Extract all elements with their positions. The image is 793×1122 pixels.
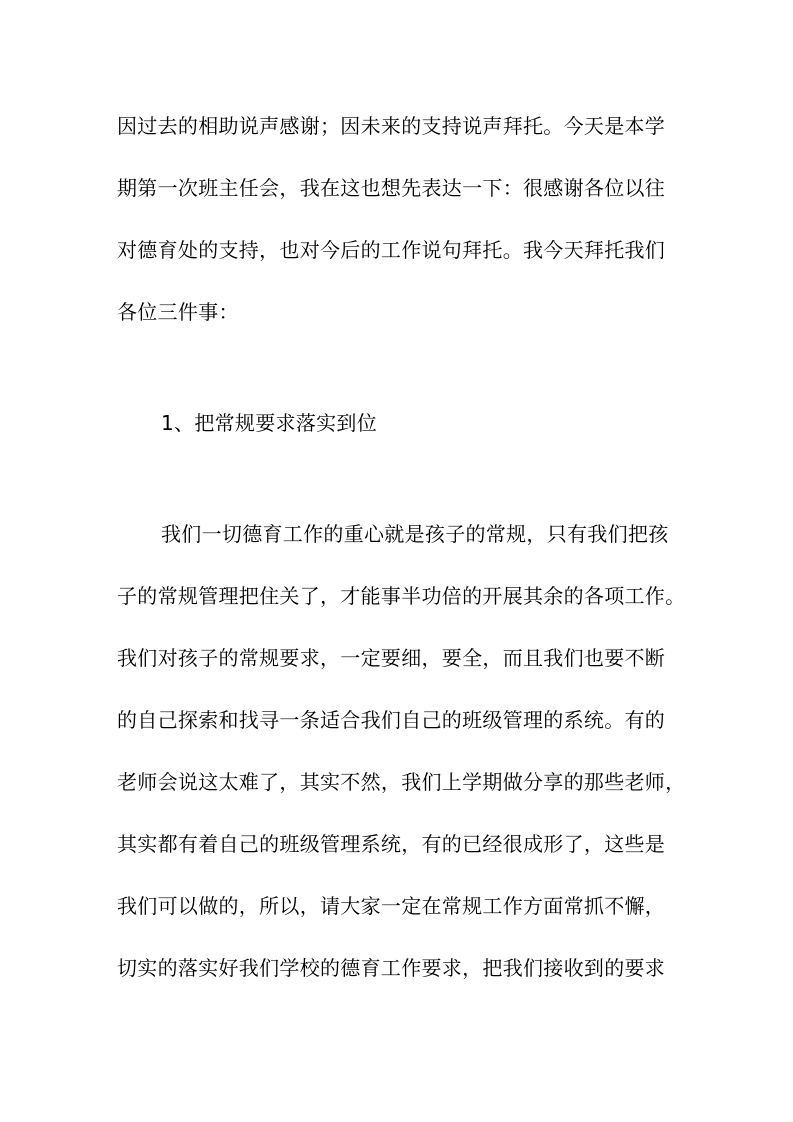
paragraph-line: 我们一切德育工作的重心就是孩子的常规，只有我们把孩 <box>161 522 669 546</box>
paragraph-line: 老师会说这太难了，其实不然，我们上学期做分享的那些老师， <box>117 770 686 794</box>
paragraph-line: 的自己探索和找寻一条适合我们自己的班级管理的系统。有的 <box>117 708 666 732</box>
paragraph-line: 切实的落实好我们学校的德育工作要求，把我们接收到的要求 <box>117 956 666 980</box>
section-heading: 1、把常规要求落实到位 <box>161 411 378 435</box>
paragraph-line: 我们可以做的，所以，请大家一定在常规工作方面常抓不懈， <box>117 894 666 918</box>
paragraph-line: 因过去的相助说声感谢；因未来的支持说声拜托。今天是本学 <box>117 114 666 138</box>
paragraph-line: 对德育处的支持，也对今后的工作说句拜托。我今天拜托我们 <box>117 238 666 262</box>
paragraph-line: 期第一次班主任会，我在这也想先表达一下：很感谢各位以往 <box>117 176 666 200</box>
paragraph-line: 我们对孩子的常规要求，一定要细，要全，而且我们也要不断 <box>117 646 666 670</box>
paragraph-line: 子的常规管理把住关了，才能事半功倍的开展其余的各项工作。 <box>117 584 686 608</box>
paragraph-line: 其实都有着自己的班级管理系统，有的已经很成形了，这些是 <box>117 832 666 856</box>
paragraph-line: 各位三件事： <box>117 300 239 324</box>
